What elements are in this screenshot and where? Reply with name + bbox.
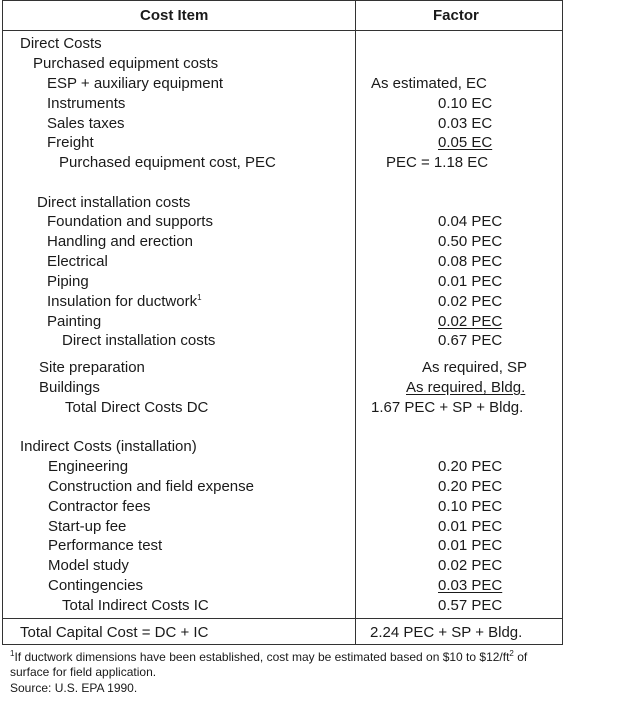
- row-label: Performance test: [48, 537, 163, 554]
- header-factor: Factor: [433, 7, 479, 24]
- row-label: Piping: [47, 273, 89, 290]
- column-divider: [355, 1, 356, 644]
- row-label: Painting: [47, 313, 102, 330]
- row-subtotal-label: Purchased equipment cost, PEC: [59, 154, 276, 171]
- row-label: Instruments: [47, 95, 126, 112]
- row-label: Sales taxes: [47, 115, 125, 132]
- row-factor: 0.01 PEC: [438, 273, 503, 290]
- source-note: Source: U.S. EPA 1990.: [10, 681, 138, 695]
- row-label: Start-up fee: [48, 518, 127, 535]
- row-label: ESP + auxiliary equipment: [47, 75, 224, 92]
- row-factor: 0.03 EC: [438, 115, 493, 132]
- footnote-marker: 1: [197, 293, 202, 302]
- footnote-marker: 1: [10, 649, 15, 658]
- header-rule: [3, 30, 562, 31]
- row-label: Freight: [47, 134, 94, 151]
- footnote-continuation: surface for field application.: [10, 665, 157, 679]
- row-factor: 0.50 PEC: [438, 233, 503, 250]
- row-total-factor: 1.67 PEC + SP + Bldg.: [371, 399, 524, 416]
- row-factor: 0.03 PEC: [438, 577, 503, 594]
- row-factor: 0.02 PEC: [438, 313, 503, 330]
- row-factor: As required, Bldg.: [406, 379, 526, 396]
- row-subtotal-factor: 0.67 PEC: [438, 332, 503, 349]
- row-total-label: Total Indirect Costs IC: [62, 597, 209, 614]
- row-label: Construction and field expense: [48, 478, 254, 495]
- footnote: [10, 650, 527, 664]
- row-label: Buildings: [39, 379, 100, 396]
- row-factor: 0.20 PEC: [438, 478, 503, 495]
- subsection-direct-installation: Direct installation costs: [37, 194, 191, 211]
- row-subtotal-factor: PEC = 1.18 EC: [386, 154, 489, 171]
- row-factor: 0.05 EC: [438, 134, 493, 151]
- row-factor: 0.10 EC: [438, 95, 493, 112]
- row-label: Site preparation: [39, 359, 145, 376]
- row-factor: 0.08 PEC: [438, 253, 503, 270]
- row-factor: 0.02 PEC: [438, 557, 503, 574]
- row-factor: 0.02 PEC: [438, 293, 503, 310]
- header-cost-item: Cost Item: [140, 7, 209, 24]
- row-total-factor: 0.57 PEC: [438, 597, 503, 614]
- row-total-label: Total Direct Costs DC: [65, 399, 209, 416]
- row-factor: 0.01 PEC: [438, 518, 503, 535]
- row-label: Contractor fees: [48, 498, 151, 515]
- row-label: Handling and erection: [47, 233, 193, 250]
- row-factor: As required, SP: [422, 359, 528, 376]
- row-label: Contingencies: [48, 577, 144, 594]
- row-factor: 0.04 PEC: [438, 213, 503, 230]
- cost-table: [2, 0, 563, 645]
- row-factor: 0.20 PEC: [438, 458, 503, 475]
- section-indirect-costs: Indirect Costs (installation): [20, 438, 197, 455]
- footnote-text-end: of: [513, 650, 528, 664]
- row-label: Electrical: [47, 253, 108, 270]
- row-factor: 0.01 PEC: [438, 537, 503, 554]
- row-subtotal-label: Direct installation costs: [62, 332, 216, 349]
- subsection-purchased-equipment: Purchased equipment costs: [33, 55, 219, 72]
- row-label: Foundation and supports: [47, 213, 213, 230]
- total-rule: [3, 618, 562, 619]
- footnote-text: If ductwork dimensions have been established, cost may be estimated based on $10 to $12/ft: [14, 650, 510, 664]
- section-direct-costs: Direct Costs: [20, 35, 102, 52]
- row-label-text: Insulation for ductwork: [47, 293, 198, 310]
- row-label-with-footnote: [47, 293, 202, 311]
- row-label: Model study: [48, 557, 129, 574]
- grand-total-factor: 2.24 PEC + SP + Bldg.: [370, 624, 523, 641]
- grand-total-label: Total Capital Cost = DC + IC: [20, 624, 209, 641]
- footnote-superscript: 2: [509, 649, 514, 658]
- row-factor: 0.10 PEC: [438, 498, 503, 515]
- row-factor: As estimated, EC: [371, 75, 487, 92]
- row-label: Engineering: [48, 458, 129, 475]
